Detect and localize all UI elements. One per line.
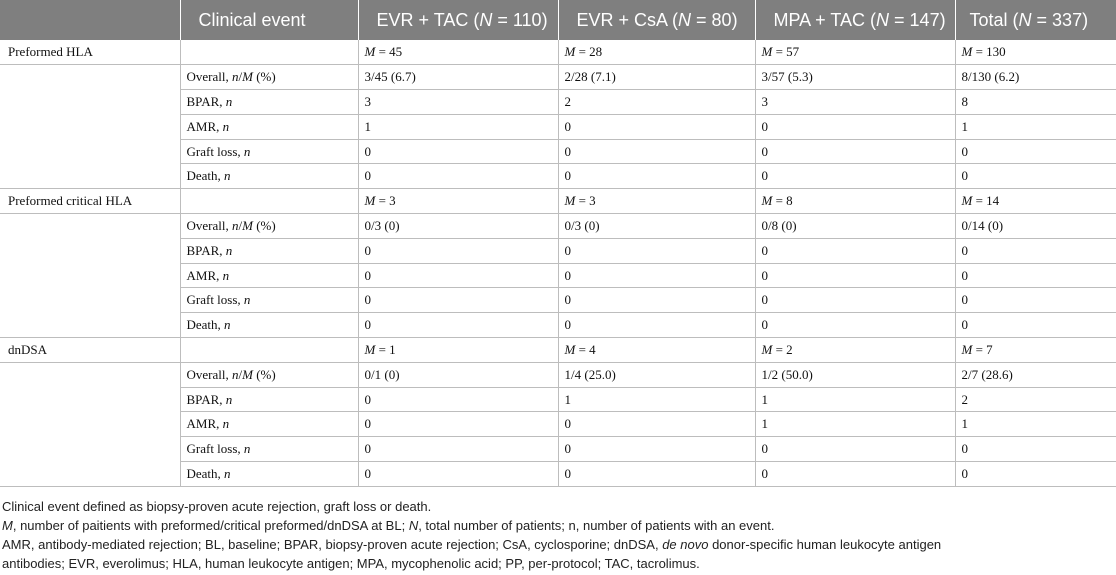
- cell-value: 1: [755, 412, 955, 437]
- table-row: [0, 238, 1116, 263]
- cell-value: 0: [955, 437, 1116, 462]
- event-label: AMR, n: [180, 263, 358, 288]
- event-label: Graft loss, n: [180, 288, 358, 313]
- table-row: [0, 362, 1116, 387]
- table-row: [0, 437, 1116, 462]
- event-label: Death, n: [180, 313, 358, 338]
- row-group-blank: [0, 387, 180, 412]
- cell-value: 0: [955, 313, 1116, 338]
- cell-value: 3/57 (5.3): [755, 65, 955, 90]
- table-row: [0, 387, 1116, 412]
- header-evr-csa: EVR + CsA (N = 80): [558, 0, 755, 40]
- group-m-value: M = 57: [755, 40, 955, 65]
- event-label: Death, n: [180, 164, 358, 189]
- event-label: Overall, n/M (%): [180, 362, 358, 387]
- footnote-abbreviations: AMR, antibody-mediated rejection; BL, baseline; BPAR, biopsy-proven acute rejection; CsA, cyclosporine; dnDSA, de novo donor-specific human leukocyte antigen: [2, 536, 942, 552]
- group-m-value: M = 3: [558, 189, 755, 214]
- cell-value: 0: [358, 288, 558, 313]
- cell-value: 3/45 (6.7): [358, 65, 558, 90]
- table-row: [0, 263, 1116, 288]
- group-row: [0, 338, 1116, 363]
- cell-value: 3: [755, 90, 955, 115]
- cell-value: 1: [358, 114, 558, 139]
- cell-value: 0: [755, 263, 955, 288]
- cell-value: 0: [955, 164, 1116, 189]
- cell-value: 0: [558, 437, 755, 462]
- row-group-blank: [0, 288, 180, 313]
- event-label: Graft loss, n: [180, 139, 358, 164]
- row-group-blank: [0, 214, 180, 239]
- cell-value: 0: [358, 164, 558, 189]
- header-clinical-event: Clinical event: [180, 0, 358, 40]
- header-total: Total (N = 337): [955, 0, 1116, 40]
- cell-value: 0: [358, 412, 558, 437]
- cell-value: 0: [358, 238, 558, 263]
- table-row: [0, 139, 1116, 164]
- cell-value: 1: [558, 387, 755, 412]
- cell-value: 0: [755, 139, 955, 164]
- row-group-blank: [0, 462, 180, 487]
- cell-value: 2: [955, 387, 1116, 412]
- cell-value: 1: [755, 387, 955, 412]
- group-m-value: M = 8: [755, 189, 955, 214]
- cell-value: 0: [755, 288, 955, 313]
- group-m-value: M = 1: [358, 338, 558, 363]
- cell-value: 0: [358, 139, 558, 164]
- row-group-blank: [0, 164, 180, 189]
- cell-value: 0: [755, 114, 955, 139]
- row-group-blank: [0, 437, 180, 462]
- cell-value: 0/1 (0): [358, 362, 558, 387]
- cell-value: 0: [558, 462, 755, 487]
- cell-value: 2/28 (7.1): [558, 65, 755, 90]
- row-group-blank: [0, 114, 180, 139]
- cell-value: 0: [358, 313, 558, 338]
- cell-value: 0/3 (0): [358, 214, 558, 239]
- table-row: [0, 65, 1116, 90]
- event-label: AMR, n: [180, 412, 358, 437]
- table-row: [0, 114, 1116, 139]
- cell-value: 1: [955, 114, 1116, 139]
- event-label: Death, n: [180, 462, 358, 487]
- cell-value: 0: [755, 313, 955, 338]
- cell-value: 0: [558, 313, 755, 338]
- group-label: Preformed HLA: [0, 40, 180, 65]
- group-m-value: M = 45: [358, 40, 558, 65]
- event-label: Overall, n/M (%): [180, 65, 358, 90]
- event-label: BPAR, n: [180, 387, 358, 412]
- cell-value: 3: [358, 90, 558, 115]
- group-m-value: M = 4: [558, 338, 755, 363]
- cell-value: 0: [755, 462, 955, 487]
- event-label: Overall, n/M (%): [180, 214, 358, 239]
- header-row: [0, 0, 1116, 40]
- table-row: [0, 412, 1116, 437]
- group-row: [0, 189, 1116, 214]
- row-group-blank: [0, 362, 180, 387]
- table-row: [0, 462, 1116, 487]
- table-row: [0, 90, 1116, 115]
- event-label: BPAR, n: [180, 90, 358, 115]
- event-label: AMR, n: [180, 114, 358, 139]
- group-m-value: M = 28: [558, 40, 755, 65]
- header-evr-tac: EVR + TAC (N = 110): [358, 0, 558, 40]
- group-event-blank: [180, 40, 358, 65]
- footnote-symbols: M, number of paitients with preformed/critical preformed/dnDSA at BL; N, total number of patients; n, number of patients with an event.: [2, 517, 775, 533]
- cell-value: 0: [358, 462, 558, 487]
- table-body: [0, 40, 1116, 486]
- group-event-blank: [180, 338, 358, 363]
- group-m-value: M = 130: [955, 40, 1116, 65]
- cell-value: 0: [955, 462, 1116, 487]
- cell-value: 0: [558, 263, 755, 288]
- cell-value: 0: [558, 164, 755, 189]
- cell-value: 0/3 (0): [558, 214, 755, 239]
- group-label: Preformed critical HLA: [0, 189, 180, 214]
- cell-value: 0: [755, 437, 955, 462]
- cell-value: 0: [358, 387, 558, 412]
- footnote-abbreviations-cont: antibodies; EVR, everolimus; HLA, human leukocyte antigen; MPA, mycophenolic acid; PP, per-protocol; TAC, tacrolimus.: [2, 555, 700, 571]
- footnotes: [0, 497, 1116, 573]
- cell-value: 1/2 (50.0): [755, 362, 955, 387]
- row-group-blank: [0, 90, 180, 115]
- group-m-value: M = 3: [358, 189, 558, 214]
- group-m-value: M = 7: [955, 338, 1116, 363]
- cell-value: 0: [558, 238, 755, 263]
- table-row: [0, 313, 1116, 338]
- group-event-blank: [180, 189, 358, 214]
- group-m-value: M = 14: [955, 189, 1116, 214]
- cell-value: 0: [558, 139, 755, 164]
- cell-value: 0: [955, 139, 1116, 164]
- cell-value: 0: [558, 288, 755, 313]
- event-label: BPAR, n: [180, 238, 358, 263]
- cell-value: 2/7 (28.6): [955, 362, 1116, 387]
- row-group-blank: [0, 238, 180, 263]
- group-m-value: M = 2: [755, 338, 955, 363]
- cell-value: 0: [755, 238, 955, 263]
- cell-value: 8/130 (6.2): [955, 65, 1116, 90]
- cell-value: 0: [955, 238, 1116, 263]
- cell-value: 2: [558, 90, 755, 115]
- row-group-blank: [0, 313, 180, 338]
- cell-value: 0: [358, 263, 558, 288]
- cell-value: 0: [955, 263, 1116, 288]
- group-label: dnDSA: [0, 338, 180, 363]
- cell-value: 0: [558, 412, 755, 437]
- row-group-blank: [0, 139, 180, 164]
- cell-value: 1: [955, 412, 1116, 437]
- cell-value: 0/8 (0): [755, 214, 955, 239]
- table-row: [0, 214, 1116, 239]
- cell-value: 0: [755, 164, 955, 189]
- event-label: Graft loss, n: [180, 437, 358, 462]
- footnote-definition: Clinical event defined as biopsy-proven acute rejection, graft loss or death.: [2, 498, 432, 514]
- header-blank: [0, 0, 180, 40]
- cell-value: 8: [955, 90, 1116, 115]
- cell-value: 0: [358, 437, 558, 462]
- cell-value: 0: [955, 288, 1116, 313]
- cell-value: 1/4 (25.0): [558, 362, 755, 387]
- row-group-blank: [0, 65, 180, 90]
- group-row: [0, 40, 1116, 65]
- row-group-blank: [0, 263, 180, 288]
- header-mpa-tac: MPA + TAC (N = 147): [755, 0, 955, 40]
- table-row: [0, 288, 1116, 313]
- cell-value: 0/14 (0): [955, 214, 1116, 239]
- cell-value: 0: [558, 114, 755, 139]
- row-group-blank: [0, 412, 180, 437]
- table-row: [0, 164, 1116, 189]
